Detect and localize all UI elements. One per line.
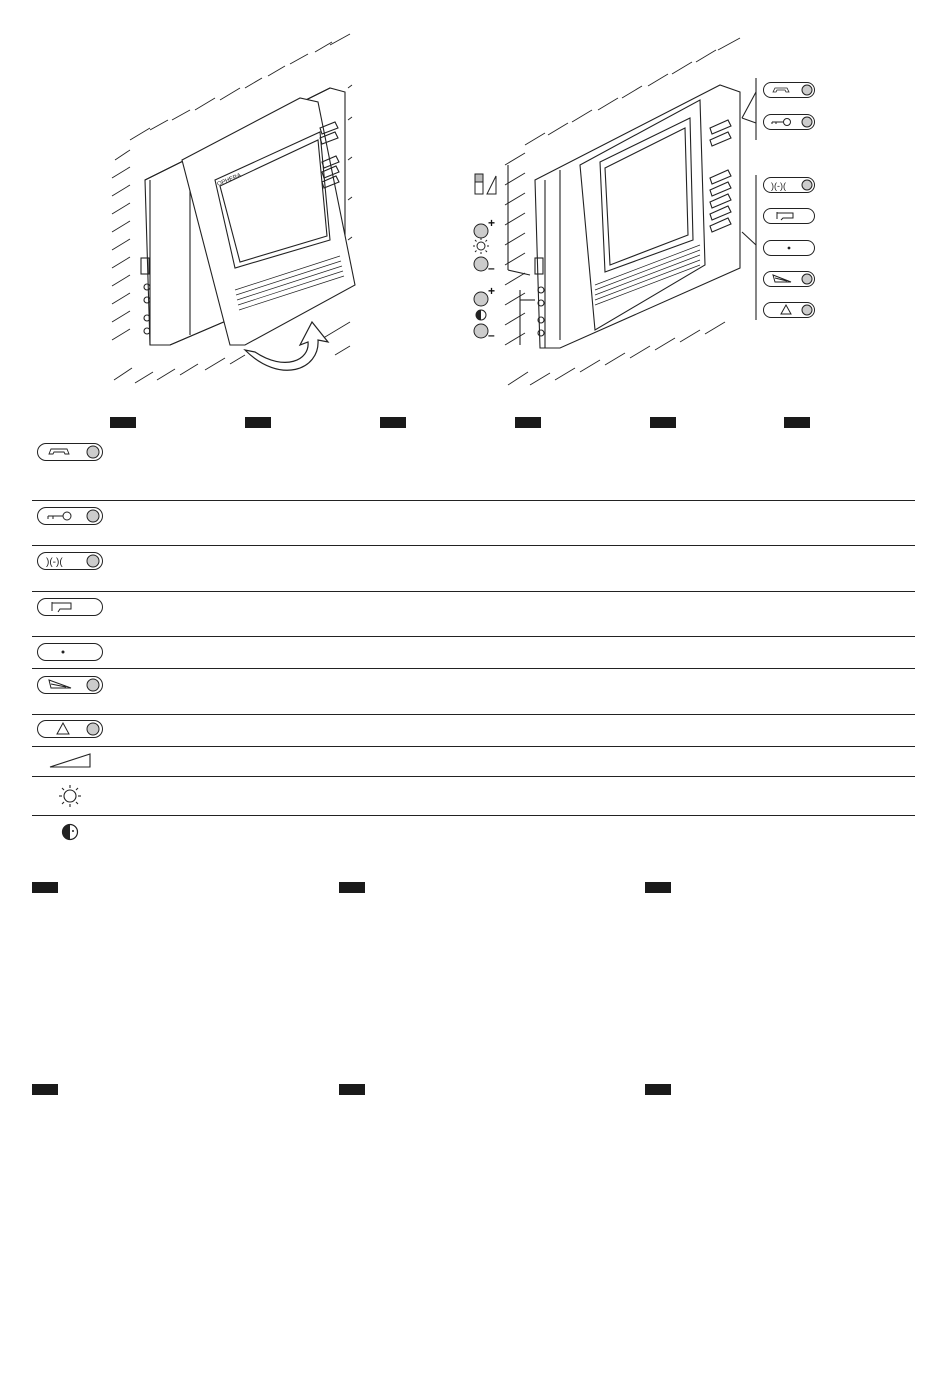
language-tab-section-4[interactable]: [32, 1084, 58, 1095]
legend-divider-1: [32, 500, 915, 501]
handset-button-icon: [37, 443, 105, 468]
mute-button-icon: [37, 552, 105, 577]
language-tab-2[interactable]: [245, 417, 271, 428]
callout-dot-button[interactable]: [763, 240, 817, 263]
legend-divider-4: [32, 636, 915, 637]
language-tab-1[interactable]: [110, 417, 136, 428]
language-tab-5[interactable]: [650, 417, 676, 428]
brightness-minus-button[interactable]: [473, 255, 499, 278]
legend-divider-2: [32, 545, 915, 546]
callout-handset-button[interactable]: [763, 82, 817, 105]
auxiliary-button-icon: [37, 676, 105, 701]
monitor-left: [141, 88, 355, 370]
language-tab-section-6[interactable]: [645, 1084, 671, 1095]
legend-divider-6: [32, 714, 915, 715]
language-tab-section-5[interactable]: [339, 1084, 365, 1095]
language-tab-section-2[interactable]: [339, 882, 365, 893]
language-tab-4[interactable]: [515, 417, 541, 428]
callout-alarm-button[interactable]: [763, 302, 817, 325]
legend-divider-5: [32, 668, 915, 669]
svg-text:)(-)(: )(-)(: [771, 181, 786, 191]
language-tab-section-3[interactable]: [645, 882, 671, 893]
callout-auxiliary-button[interactable]: [763, 271, 817, 294]
brand-label: OPHERA: [216, 172, 243, 188]
legend-divider-3: [32, 591, 915, 592]
language-tab-section-1[interactable]: [32, 882, 58, 893]
legend-divider-9: [32, 815, 915, 816]
dot-button-icon: [37, 643, 105, 668]
contrast-plus-sign: +: [488, 284, 496, 298]
callout-mute-button[interactable]: [763, 177, 817, 200]
contrast-minus-sign: –: [488, 328, 495, 342]
callout-key-button[interactable]: [763, 114, 817, 137]
key-button-icon: [37, 507, 105, 532]
legend-divider-8: [32, 776, 915, 777]
language-tab-6[interactable]: [784, 417, 810, 428]
brightness-plus-sign: +: [488, 216, 496, 230]
brightness-minus-sign: –: [488, 261, 495, 275]
brightness-sun-icon: [58, 784, 82, 813]
contrast-minus-button[interactable]: [473, 322, 499, 345]
contrast-icon: [61, 823, 79, 846]
volume-ramp-icon: [48, 752, 94, 775]
alarm-triangle-button-icon: [37, 720, 105, 745]
language-tab-3[interactable]: [380, 417, 406, 428]
svg-text:)(-)(: )(-)(: [46, 557, 63, 568]
legend-divider-7: [32, 746, 915, 747]
slider-volume-icon: [474, 172, 498, 203]
callout-camera-button[interactable]: [763, 208, 817, 231]
monitor-right: [508, 78, 756, 348]
camera-button-icon: [37, 598, 105, 623]
